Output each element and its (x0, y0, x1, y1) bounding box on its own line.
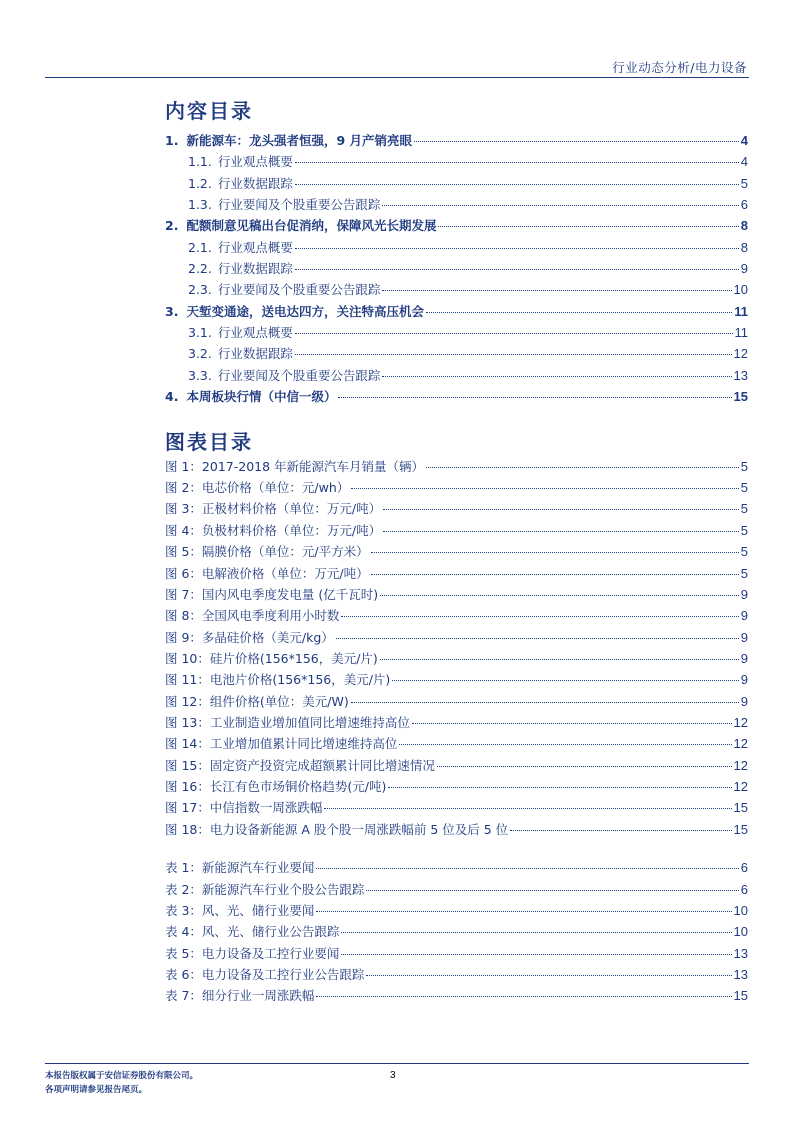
toc-leader (295, 333, 733, 334)
toc-item-page: 4 (740, 154, 748, 169)
toc-item-label: 行业观点概要 (217, 240, 293, 255)
toc-item-number: 3.3. (188, 368, 212, 383)
toc-leader (371, 552, 739, 553)
figure-entry-label: 图 13：工业制造业增加值同比增速维持高位 (165, 715, 410, 730)
figure-entry-label: 图 7：国内风电季度发电量 (亿千瓦时) (165, 587, 379, 602)
footer-divider (45, 1063, 749, 1064)
toc-item[interactable] (165, 216, 748, 237)
toc-item-number: 3. (165, 304, 179, 319)
toc-item[interactable] (188, 344, 748, 365)
figure-entry[interactable] (165, 499, 748, 520)
toc-item-label: 行业数据跟踪 (217, 261, 293, 276)
toc-item-number: 1.3. (188, 197, 212, 212)
toc-item-number: 4. (165, 389, 179, 404)
header-category: 行业动态分析/电力设备 (612, 60, 747, 75)
toc-leader (295, 269, 739, 270)
figures-title: 图表目录 (165, 430, 253, 454)
figure-entry[interactable] (165, 713, 748, 734)
toc-item[interactable] (188, 152, 748, 173)
toc-item-label: 行业数据跟踪 (217, 176, 293, 191)
toc-item[interactable] (188, 366, 748, 387)
figure-entry-label: 图 10：硅片价格(156*156，美元/片) (165, 651, 378, 666)
table-entry-label: 表 1：新能源汽车行业要闻 (165, 860, 315, 875)
toc-item-label: 新能源车：龙头强者恒强，9 月产销亮眼 (186, 133, 413, 148)
figure-entry-label: 图 15：固定资产投资完成超额累计同比增速情况 (165, 758, 435, 773)
toc-leader (426, 467, 739, 468)
table-entry[interactable] (165, 944, 748, 965)
figure-entry-label: 图 17：中信指数一周涨跌幅 (165, 800, 323, 815)
toc-leader (316, 911, 731, 912)
toc-item-page: 15 (733, 389, 748, 404)
toc-item[interactable] (188, 259, 748, 280)
toc-item-number: 2. (165, 218, 179, 233)
toc-leader (336, 638, 739, 639)
figure-entry[interactable] (165, 649, 748, 670)
toc-leader (338, 397, 731, 398)
figure-entry-page: 5 (740, 480, 748, 495)
toc-leader (295, 354, 732, 355)
toc-leader (316, 868, 738, 869)
table-entry-label: 表 6：电力设备及工控行业公告跟踪 (165, 967, 365, 982)
toc-item[interactable] (165, 131, 748, 152)
toc-leader (341, 932, 731, 933)
figure-entry-label: 图 2：电芯价格（单位：元/wh） (165, 480, 350, 495)
figure-entry-page: 9 (740, 651, 748, 666)
figure-entry[interactable] (165, 756, 748, 777)
figure-entry[interactable] (165, 798, 748, 819)
toc-leader (351, 488, 738, 489)
table-entry[interactable] (165, 922, 748, 943)
table-entry-page: 15 (733, 988, 748, 1003)
toc-leader (383, 531, 739, 532)
toc-item-page: 4 (740, 133, 748, 148)
toc-leader (438, 226, 738, 227)
toc-item-page: 11 (734, 325, 748, 340)
figure-entry-page: 12 (733, 779, 748, 794)
toc-item-page: 5 (740, 176, 748, 191)
table-entry[interactable] (165, 986, 748, 1007)
toc-item-number: 1.2. (188, 176, 212, 191)
figure-entry-page: 12 (733, 736, 748, 751)
toc-leader (341, 954, 731, 955)
page-number: 3 (390, 1070, 396, 1081)
figure-entry-label: 图 8：全国风电季度利用小时数 (165, 608, 340, 623)
toc-leader (295, 184, 739, 185)
toc-item-number: 2.1. (188, 240, 212, 255)
toc-item-number: 3.1. (188, 325, 212, 340)
toc-item-label: 行业要闻及个股重要公告跟踪 (217, 368, 381, 383)
toc-item-page: 11 (734, 304, 748, 319)
figure-entry[interactable] (165, 628, 748, 649)
toc-leader (388, 787, 731, 788)
figure-entry-page: 5 (740, 459, 748, 474)
table-entry[interactable] (165, 901, 748, 922)
toc-item-label: 行业要闻及个股重要公告跟踪 (217, 282, 381, 297)
toc-leader (383, 509, 739, 510)
toc-item-label: 行业要闻及个股重要公告跟踪 (217, 197, 381, 212)
toc-item-page: 8 (740, 240, 748, 255)
toc-leader (316, 996, 731, 997)
toc-item-page: 10 (733, 282, 748, 297)
toc-item-page: 8 (740, 218, 748, 233)
figure-entry-label: 图 6：电解液价格（单位：万元/吨） (165, 566, 369, 581)
toc-leader (382, 290, 731, 291)
toc-leader (366, 975, 731, 976)
table-entry-label: 表 2：新能源汽车行业个股公告跟踪 (165, 882, 365, 897)
figure-entry-page: 15 (733, 822, 748, 837)
figure-entry[interactable] (165, 585, 748, 606)
table-entry[interactable] (165, 965, 748, 986)
figure-entry-label: 图 1：2017-2018 年新能源汽车月销量（辆） (165, 459, 425, 474)
toc-item[interactable] (188, 195, 748, 216)
figure-entry-page: 5 (740, 566, 748, 581)
toc-item-page: 9 (740, 261, 748, 276)
figure-entry-page: 9 (740, 672, 748, 687)
figure-entry[interactable] (165, 606, 748, 627)
figure-entry-label: 图 3：正极材料价格（单位：万元/吨） (165, 501, 382, 516)
figure-entry-page: 9 (740, 630, 748, 645)
toc-item-number: 2.2. (188, 261, 212, 276)
table-entry-label: 表 7：细分行业一周涨跌幅 (165, 988, 315, 1003)
figure-entry-page: 9 (740, 608, 748, 623)
table-entry-page: 13 (733, 967, 748, 982)
toc-leader (414, 141, 739, 142)
toc-item-number: 3.2. (188, 346, 212, 361)
figure-entry-page: 5 (740, 501, 748, 516)
toc-leader (392, 680, 738, 681)
toc-item-label: 行业观点概要 (217, 325, 293, 340)
figure-entry-label: 图 9：多晶硅价格（美元/kg） (165, 630, 334, 645)
figure-entry[interactable] (165, 564, 748, 585)
table-entry-page: 10 (733, 903, 748, 918)
figure-entry-page: 12 (733, 715, 748, 730)
toc-item-label: 行业数据跟踪 (217, 346, 293, 361)
toc-leader (351, 702, 739, 703)
toc-item-page: 6 (740, 197, 748, 212)
toc-leader (426, 312, 732, 313)
figure-entry-label: 图 11：电池片价格(156*156，美元/片) (165, 672, 391, 687)
toc-item[interactable] (165, 387, 748, 408)
toc-leader (324, 808, 731, 809)
figure-entry[interactable] (165, 478, 748, 499)
toc-item-page: 13 (733, 368, 748, 383)
toc-leader (412, 723, 732, 724)
figure-entry[interactable] (165, 521, 748, 542)
toc-leader (437, 766, 732, 767)
toc-item-label: 配额制意见稿出台促消纳，保障风光长期发展 (186, 218, 437, 233)
toc-leader (341, 616, 738, 617)
table-entry-page: 6 (740, 860, 748, 875)
figure-entry[interactable] (165, 670, 748, 691)
toc-item-number: 2.3. (188, 282, 212, 297)
toc-item-label: 天堑变通途，送电达四方，关注特高压机会 (186, 304, 424, 319)
contents-title: 内容目录 (165, 99, 253, 123)
table-entry-label: 表 4：风、光、储行业公告跟踪 (165, 924, 340, 939)
table-entry-page: 10 (733, 924, 748, 939)
figure-entry-label: 图 18：电力设备新能源 A 股个股一周涨跌幅前 5 位及后 5 位 (165, 822, 509, 837)
figure-entry[interactable] (165, 542, 748, 563)
figure-entry-page: 15 (733, 800, 748, 815)
figure-entry-label: 图 14：工业增加值累计同比增速维持高位 (165, 736, 398, 751)
toc-item[interactable] (188, 323, 748, 344)
toc-item-page: 12 (733, 346, 748, 361)
toc-leader (295, 162, 739, 163)
table-entry[interactable] (165, 858, 748, 879)
figure-entry[interactable] (165, 692, 748, 713)
figure-entry-label: 图 16：长江有色市场铜价格趋势(元/吨) (165, 779, 387, 794)
figure-entry-page: 12 (733, 758, 748, 773)
toc-leader (382, 376, 731, 377)
figure-entry-page: 9 (740, 694, 748, 709)
toc-item[interactable] (188, 280, 748, 301)
toc-leader (366, 890, 738, 891)
figure-entry[interactable] (165, 457, 748, 478)
figure-entry-page: 5 (740, 523, 748, 538)
figure-entry[interactable] (165, 820, 748, 841)
toc-item[interactable] (188, 174, 748, 195)
figure-entry-page: 5 (740, 544, 748, 559)
table-entry-page: 13 (733, 946, 748, 961)
header-divider (45, 77, 749, 78)
figure-entry-label: 图 5：隔膜价格（单位：元/平方米） (165, 544, 369, 559)
figure-entry-label: 图 12：组件价格(单位：美元/W) (165, 694, 349, 709)
table-entry-label: 表 5：电力设备及工控行业要闻 (165, 946, 340, 961)
toc-item[interactable] (165, 302, 748, 323)
toc-leader (399, 744, 731, 745)
toc-item-label: 行业观点概要 (217, 154, 293, 169)
figure-entry[interactable] (165, 734, 748, 755)
toc-item-label: 本周板块行情（中信一级） (186, 389, 337, 404)
table-entry[interactable] (165, 880, 748, 901)
figure-entry-page: 9 (740, 587, 748, 602)
toc-item-number: 1.1. (188, 154, 212, 169)
table-entry-label: 表 3：风、光、储行业要闻 (165, 903, 315, 918)
toc-item-number: 1. (165, 133, 179, 148)
toc-leader (371, 574, 739, 575)
figure-entry-label: 图 4：负极材料价格（单位：万元/吨） (165, 523, 382, 538)
toc-item[interactable] (188, 238, 748, 259)
footer-disclaimer: 各项声明请参见报告尾页。 (45, 1085, 148, 1095)
table-entry-page: 6 (740, 882, 748, 897)
toc-leader (380, 659, 739, 660)
figure-entry[interactable] (165, 777, 748, 798)
toc-leader (382, 205, 738, 206)
toc-leader (510, 830, 731, 831)
footer-copyright: 本报告版权属于安信证券股份有限公司。 (45, 1071, 199, 1081)
toc-leader (380, 595, 739, 596)
toc-leader (295, 248, 739, 249)
